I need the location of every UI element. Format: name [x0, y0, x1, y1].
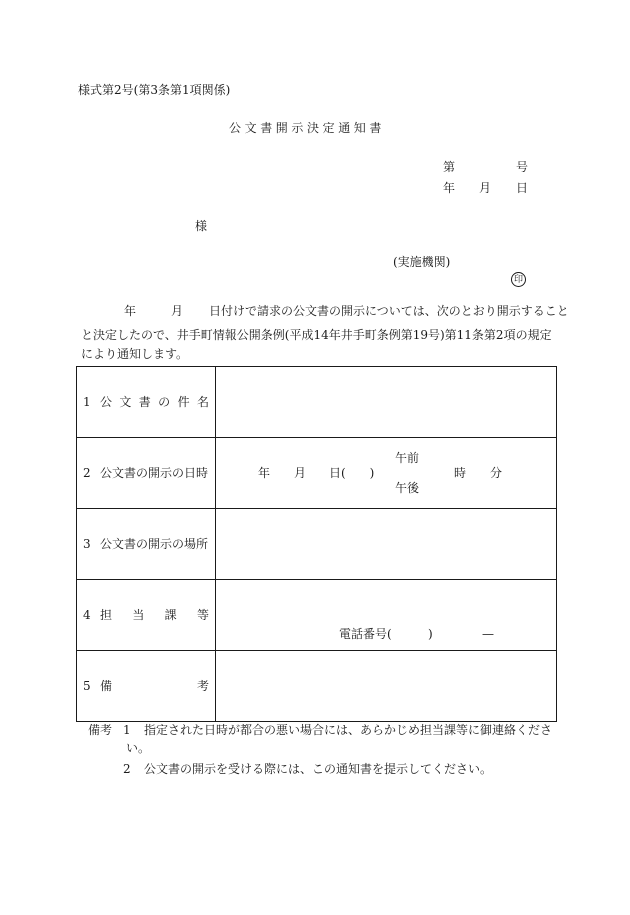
datetime-value[interactable]: [216, 438, 557, 509]
datetime-hour: 時: [454, 466, 467, 480]
label-cell: [77, 509, 216, 580]
row-label: [100, 679, 209, 693]
notice-table: [76, 366, 557, 722]
note-text-continued: い。: [126, 741, 151, 755]
date-year: 年: [443, 181, 456, 195]
form-id: 様式第2号(第3条第1項関係): [78, 83, 231, 97]
document-name-value[interactable]: [216, 367, 557, 438]
note-text: 指定された日時が都合の悪い場合には、あらかじめ担当課等に御連絡くださ: [144, 723, 553, 737]
label-cell: [77, 438, 216, 509]
datetime-year: 年: [258, 466, 271, 480]
label-char: 文: [119, 395, 132, 409]
notes-heading: 備考: [88, 723, 113, 737]
label-cell: [77, 651, 216, 722]
date-day: 日: [516, 181, 529, 195]
row-number: 2: [83, 466, 91, 480]
label-char: 書: [138, 395, 151, 409]
label-char: 当: [132, 608, 145, 622]
table-row: [77, 367, 557, 438]
label-char: 件: [177, 395, 190, 409]
label-char: 課: [164, 608, 177, 622]
label-cell: [77, 580, 216, 651]
label-char: 等: [196, 608, 209, 622]
row-label: [100, 395, 209, 409]
row-number: 5: [83, 679, 91, 693]
row-label: [100, 608, 209, 622]
number-prefix: 第: [443, 160, 456, 174]
number-suffix: 号: [516, 160, 529, 174]
body-line-3: により通知します。: [81, 347, 189, 361]
row-number: 4: [83, 608, 91, 622]
note-text: 公文書の開示を受ける際には、この通知書を提示してください。: [144, 762, 493, 776]
phone-label: 電話番号(: [339, 627, 392, 641]
label-char: 考: [196, 679, 209, 693]
phone-close: ): [428, 627, 433, 641]
datetime-am: 午前: [395, 451, 420, 465]
recipient-suffix: 様: [195, 219, 208, 233]
body-year: 年: [124, 304, 137, 318]
table-row: [77, 580, 557, 651]
table-row: [77, 651, 557, 722]
datetime-minute: 分: [490, 466, 503, 480]
remarks-value[interactable]: [216, 651, 557, 722]
document-title: 公文書開示決定通知書: [229, 121, 386, 135]
label-char: 名: [196, 395, 209, 409]
body-line-2: と決定したので、井手町情報公開条例(平成14年井手町条例第19号)第11条第2項の規定: [81, 328, 552, 342]
label-char: 公: [100, 395, 113, 409]
body-line-1-text: 日付けで請求の公文書の開示については、次のとおり開示すること: [209, 304, 569, 318]
note-number: 1: [123, 723, 131, 737]
row-number: 1: [83, 395, 91, 409]
label-cell: [77, 367, 216, 438]
label-char: の: [158, 395, 171, 409]
department-value[interactable]: [216, 580, 557, 651]
row-label: 公文書の開示の場所: [100, 537, 209, 551]
label-char: 備: [100, 679, 113, 693]
label-char: 担: [100, 608, 113, 622]
table-row: [77, 509, 557, 580]
datetime-pm: 午後: [395, 481, 420, 495]
datetime-month: 月: [294, 466, 307, 480]
body-line-1: [124, 304, 569, 318]
agency-label: (実施機関): [393, 255, 451, 269]
body-month: 月: [171, 304, 184, 318]
table-row: [77, 438, 557, 509]
seal-mark: 印: [511, 272, 526, 287]
row-number: 3: [83, 537, 91, 551]
place-value[interactable]: [216, 509, 557, 580]
datetime-day: 日( ): [329, 466, 375, 480]
note-number: 2: [123, 762, 131, 776]
date-month: 月: [479, 181, 492, 195]
row-label: 公文書の開示の日時: [100, 466, 209, 480]
phone-dash: —: [482, 627, 494, 641]
